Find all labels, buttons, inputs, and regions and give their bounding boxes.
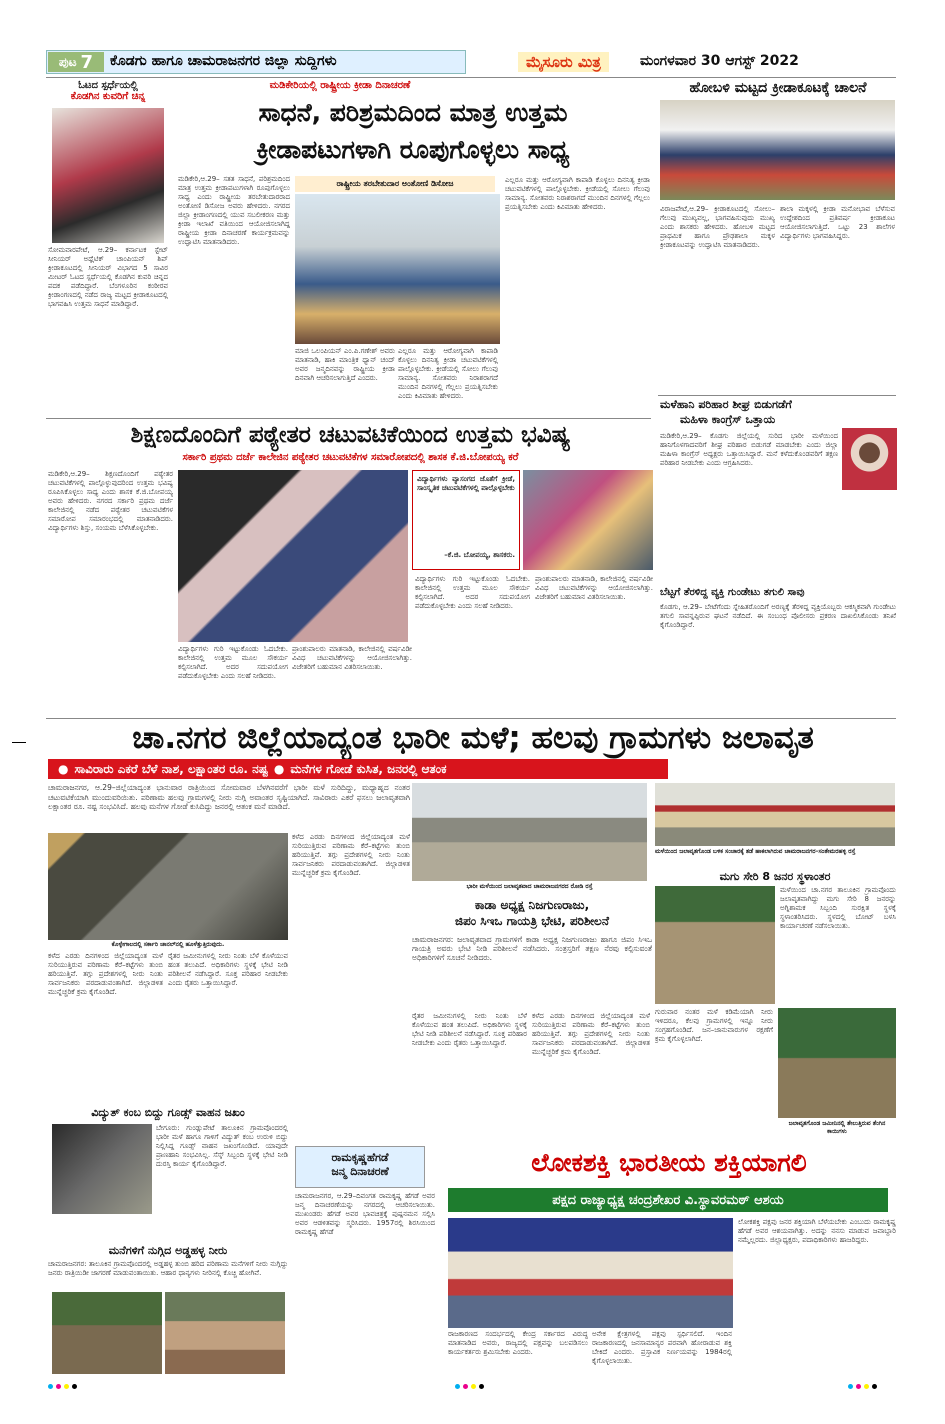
bullet-icon: ● [273,762,285,776]
rain-caption-1: ಕೊಳ್ಳೇಗಾಲದಲ್ಲಿ ಸರ್ಕಾರಿ ಚಾನಲ್‌ನಲ್ಲಿ ಹೂಳೆತ್ತುತ್ತಿರುವುದು. [111,941,225,948]
rain-bullets-bar [48,759,668,779]
education-quote-by: –ಕೆ.ಜಿ. ಬೋಪಯ್ಯ, ಶಾಸಕರು. [444,551,515,559]
story-athletics-title1: ಓಟದ ಸ್ಪರ್ಧೆಯಲ್ಲಿ [78,80,138,91]
hobli-body-1: ವಿರಾಜಪೇಟೆ,ಆ.29– ಕ್ರೀಡಾಕೂಟದಲ್ಲಿ ಸೋಲು–ಗೆಲುವು ಮುಖ್ಯವಲ್ಲ, ಭಾಗವಹಿಸುವುದು ಮುಖ್ಯ ಎಂದು ಶಾಸಕರು ಹೇಳಿದರು. ಹೋಬಳಿ ಮಟ್ಟದ ಪ್ರಾಥಮಿಕ ಹಾಗೂ ಪ್ರೌಢಶಾಲಾ ಮಕ್ಕಳ ಕ್ರೀಡಾಕೂಟವನ್ನು ಉದ್ಘಾಟಿಸಿ ಮಾತನಾಡಿದರು. [660,205,775,249]
lokashakti-headline: ಲೋಕಶಕ್ತಿ ಭಾರತೀಯ ಶಕ್ತಿಯಾಗಲಿ [531,1148,807,1177]
issue-date: ಮಂಗಳವಾರ 30 ಆಗಸ್ಟ್ 2022 [640,53,799,69]
accident-headline: ಬೆಟ್ಟಗೆ ತೆರಳಿದ್ದ ವ್ಯಕ್ತಿ ಗುಂಡೇಟು ತಗುಲಿ ಸಾವು [660,587,805,598]
lokashakti-subhead: ಪಕ್ಷದ ರಾಜ್ಯಾಧ್ಯಕ್ಷ ಚಂದ್ರಶೇಖರ ವಿ.ಸ್ಥಾವರಮಠ್ ಆಶಯ [448,1188,888,1212]
sports-body-3b: ಎಲ್ಲರೂ ಮತ್ತು ಆರೋಗ್ಯವಾಗಿ ಕಾಪಾಡಿ ಕೊಳ್ಳಲು ದಿನನಿತ್ಯ ಕ್ರೀಡಾ ಚಟುವಟಿಕೆಗಳಲ್ಲಿ ಪಾಲ್ಗೊಳ್ಳಬೇಕು. ಕ್ರೀಡೆಯಲ್ಲಿ ಸೋಲು ಗೆಲುವು ಸಾಮಾನ್ಯ. ಸೋತವರು ನಿರಾಶರಾಗದೆ ಮುಂದಿನ ದಿನಗಳಲ್ಲಿ ಗೆಲ್ಲಲು ಪ್ರಯತ್ನಿಸಬೇಕು ಎಂದು ಕಿವಿಮಾತು ಹೇಳಿದರು. [398,347,498,400]
education-group-photo [523,470,653,570]
electric-body: ಬೇಗೂರು: ಗುಂಡ್ಲುಪೇಟೆ ತಾಲೂಕಿನ ಗ್ರಾಮವೊಂದರಲ್ಲಿ ಭಾರೀ ಮಳೆ ಹಾಗೂ ಗಾಳಿಗೆ ವಿದ್ಯುತ್ ಕಂಬ ಉರುಳಿ ಬಿದ್ದು ನಿಲ್ಲಿಸಿದ್ದ ಗೂಡ್ಸ್ ವಾಹನ ಜಖಂಗೊಂಡಿದೆ. ಯಾವುದೇ ಪ್ರಾಣಹಾನಿ ಸಂಭವಿಸಿಲ್ಲ. ಸೆಸ್ಕ್ ಸಿಬ್ಬಂದಿ ಸ್ಥಳಕ್ಕೆ ಭೇಟಿ ನೀಡಿ ದುರಸ್ತಿ ಕಾರ್ಯ ಕೈಗೊಂಡಿದ್ದಾರೆ. [156,1124,288,1168]
rain-bullet-2: ಮನೆಗಳ ಗೋಡೆ ಕುಸಿತ, ಜನರಲ್ಲಿ ಆತಂಕ [290,761,447,776]
rescue-headline: ಮಗು ಸೇರಿ 8 ಜನರ ಸ್ಥಳಾಂತರ [719,870,831,883]
education-body-4: ವಿದ್ಯಾರ್ಥಿಗಳು ಗುರಿ ಇಟ್ಟುಕೊಂಡು ಓದಬೇಕು. ಕಾಲೇಜಿನಲ್ಲಿ ಉತ್ತಮ ಮೂಲ ಸೌಕರ್ಯ ಕಲ್ಪಿಸಲಾಗಿದೆ. ಅದರ ಸದುಪಯೋಗ ಪಡೆದುಕೊಳ್ಳಬೇಕು ಎಂದು ಸಲಹೆ ನೀಡಿದರು. [415,575,530,610]
hobli-headline: ಹೋಬಳಿ ಮಟ್ಟದ ಕ್ರೀಡಾಕೂಟಕ್ಕೆ ಚಾಲನೆ [689,80,867,96]
accident-body: ಕೊಡಗು, ಆ.29– ಬೇಟೆಗೆಂದು ಸ್ನೇಹಿತರೊಂದಿಗೆ ಅರಣ್ಯಕ್ಕೆ ತೆರಳಿದ್ದ ವ್ಯಕ್ತಿಯೊಬ್ಬರು ಆಕಸ್ಮಿಕವಾಗಿ ಗುಂಡೇಟು ತಗುಲಿ ಸಾವನ್ನಪ್ಪಿರುವ ಘಟನೆ ನಡೆದಿದೆ. ಈ ಸಂಬಂಧ ಪೊಲೀಸರು ಪ್ರಕರಣ ದಾಖಲಿಸಿಕೊಂಡು ತನಿಖೆ ಕೈಗೊಂಡಿದ್ದಾರೆ. [660,603,896,629]
kada-headline-2: ಜಿಪಂ ಸಿಇಒ ಗಾಯತ್ರಿ ಭೇಟಿ, ಪರಿಶೀಲನೆ [455,914,609,928]
education-body-2: ವಿದ್ಯಾರ್ಥಿಗಳು ಗುರಿ ಇಟ್ಟುಕೊಂಡು ಓದಬೇಕು. ಕಾಲೇಜಿನಲ್ಲಿ ಉತ್ತಮ ಮೂಲ ಸೌಕರ್ಯ ಕಲ್ಪಿಸಲಾಗಿದೆ. ಅದರ ಸದುಪಯೋಗ ಪಡೆದುಕೊಳ್ಳಬೇಕು ಎಂದು ಸಲಹೆ ನೀಡಿದರು. [178,645,288,680]
education-subhead: ಸರ್ಕಾರಿ ಪ್ರಥಮ ದರ್ಜೆ ಕಾಲೇಜಿನ ಪಠ್ಯೇತರ ಚಟುವಟಿಕೆಗಳ ಸಮಾರೋಪದಲ್ಲಿ ಶಾಸಕ ಕೆ.ಜಿ.ಬೋಪಯ್ಯ ಕರೆ [182,452,519,463]
homes-photo-1 [52,1292,162,1374]
rain-rule [46,718,896,719]
sports-headline-2: ಕ್ರೀಡಾಪಟುಗಳಾಗಿ ರೂಪುಗೊಳ್ಳಲು ಸಾಧ್ಯ [256,135,570,164]
rain-lead: ಚಾಮರಾಜನಗರ, ಆ.29–ಜಿಲ್ಲೆಯಾದ್ಯಂತ ಭಾನುವಾರ ರಾತ್ರಿಯಿಂದ ಸೋಮವಾರ ಬೆಳಗಿನವರೆಗೆ ಭಾರೀ ಮಳೆ ಸುರಿದಿದ್ದು, ಮಧ್ಯಾಹ್ನದ ನಂತರ ಚಟುವಟಿಕೆಯಾಗಿ ಮುಂದುವರಿಯಿತು. ಪರಿಣಾಮ ಹಲವು ಗ್ರಾಮಗಳಲ್ಲಿ ನೀರು ನುಗ್ಗಿ ಅವಾಂತರ ಸೃಷ್ಟಿಯಾಗಿದೆ. ಸಾವಿರಾರು ಎಕರೆ ಫಸಲು ಜಲಾವೃತವಾಗಿ ಲಕ್ಷಾಂತರ ರೂ. ನಷ್ಟ ಸಂಭವಿಸಿದೆ. ಹಲವು ಮನೆಗಳ ಗೋಡೆ ಕುಸಿದಿದ್ದು ಜನರಲ್ಲಿ ಆತಂಕ ಮನೆ ಮಾಡಿದೆ. [48,783,410,811]
rain-caption-2: ಭಾರೀ ಮಳೆಯಿಂದ ಜಲಾವೃತವಾದ ಚಾಮರಾಜನಗರದ ರೋಡಿ ರಸ್ತೆ [466,883,593,890]
rain-body-2: ರೈತರ ಜಮೀನುಗಳಲ್ಲಿ ನೀರು ನಿಂತು ಬೆಳೆ ಕೊಳೆಯುವ ಹಂತ ತಲುಪಿದೆ. ಅಧಿಕಾರಿಗಳು ಸ್ಥಳಕ್ಕೆ ಭೇಟಿ ನೀಡಿ ಪರಿಶೀಲನೆ ನಡೆಸಿದ್ದಾರೆ. ಸೂಕ್ತ ಪರಿಹಾರ ನೀಡಬೇಕು ಎಂದು ರೈತರು ಒತ್ತಾಯಿಸಿದ್ದಾರೆ. [168,952,288,987]
athlete-photo [52,108,164,243]
mahila-body: ಮಡಿಕೇರಿ,ಆ.29– ಕೊಡಗು ಜಿಲ್ಲೆಯಲ್ಲಿ ಸುರಿದ ಭಾರೀ ಮಳೆಯಿಂದ ಹಾನಿಗೊಳಗಾದವರಿಗೆ ಶೀಘ್ರ ಪರಿಹಾರ ಬಿಡುಗಡೆ ಮಾಡಬೇಕು ಎಂದು ಜಿಲ್ಲಾ ಮಹಿಳಾ ಕಾಂಗ್ರೆಸ್ ಅಧ್ಯಕ್ಷರು ಒತ್ತಾಯಿಸಿದ್ದಾರೆ. ಮನೆ ಕಳೆದುಕೊಂಡವರಿಗೆ ತಕ್ಷಣ ಪರಿಹಾರ ನೀಡಬೇಕು ಎಂದು ಆಗ್ರಹಿಸಿದರು. [660,432,838,467]
sports-body-1: ಮಡಿಕೇರಿ,ಆ.29– ಸತತ ಸಾಧನೆ, ಪರಿಶ್ರಮದಿಂದ ಮಾತ್ರ ಉತ್ತಮ ಕ್ರೀಡಾಪಟುಗಳಾಗಿ ರೂಪುಗೊಳ್ಳಲು ಸಾಧ್ಯ ಎಂದು ರಾಷ್ಟ್ರೀಯ ತರಬೇತುದಾರರಾದ ಅಂತೋಣಿ ಡಿಸೋಜ ಅವರು ಹೇಳಿದರು. ನಗರದ ಜಿಲ್ಲಾ ಕ್ರೀಡಾಂಗಣದಲ್ಲಿ ಯುವ ಸಬಲೀಕರಣ ಮತ್ತು ಕ್ರೀಡಾ ಇಲಾಖೆ ವತಿಯಿಂದ ಆಯೋಜಿಸಲಾಗಿದ್ದ ರಾಷ್ಟ್ರೀಯ ಕ್ರೀಡಾ ದಿನಾಚರಣೆ ಕಾರ್ಯಕ್ರಮವನ್ನು ಉದ್ಘಾಟಿಸಿ ಮಾತನಾಡಿದರು. [178,175,290,246]
rain-headline: ಚಾ.ನಗರ ಜಿಲ್ಲೆಯಾದ್ಯಂತ ಭಾರೀ ಮಳೆ; ಹಲವು ಗ್ರಾಮಗಳು ಜಲಾವೃತ [132,720,814,756]
kada-body: ಚಾಮರಾಜನಗರ: ಜಲಾವೃತವಾದ ಗ್ರಾಮಗಳಿಗೆ ಕಾಡಾ ಅಧ್ಯಕ್ಷ ನಿಜಗುಣರಾಜು ಹಾಗೂ ಜಿಪಂ ಸಿಇಒ ಗಾಯತ್ರಿ ಅವರು ಭೇಟಿ ನೀಡಿ ಪರಿಶೀಲನೆ ನಡೆಸಿದರು. ಸಂತ್ರಸ್ತರಿಗೆ ತಕ್ಷಣ ನೆರವು ಕಲ್ಪಿಸುವಂತೆ ಅಧಿಕಾರಿಗಳಿಗೆ ಸೂಚನೆ ನೀಡಿದರು. [412,935,652,962]
rain-bullet-1: ಸಾವಿರಾರು ಎಕರೆ ಬೆಳೆ ನಾಶ, ಲಕ್ಷಾಂತರ ರೂ. ನಷ್ಟ [74,761,268,776]
section-title: ಕೊಡಗು ಹಾಗೂ ಚಾಮರಾಜನಗರ ಜಿಲ್ಲಾ ಸುದ್ದಿಗಳು [110,53,337,69]
crop-mark [12,742,26,743]
story-athletics-title2: ಕೊಡಗಿನ ಕುವರಿಗೆ ಚಿನ್ನ [70,91,146,102]
ramakrishna-headline-2: ಜನ್ಮ ದಿನಾಚರಣೆ [331,1165,389,1178]
header-rule [46,77,896,78]
page-number: 7 [80,51,94,73]
education-quote: ವಿದ್ಯಾರ್ಥಿಗಳು ವ್ಯಾಸಂಗದ ಜೊತೆಗೆ ಕ್ರೀಡೆ, ಸಾಂಸ್ಕೃತಿಕ ಚಟುವಟಿಕೆಗಳಲ್ಲಿ ಪಾಲ್ಗೊಳ್ಳಬೇಕು [417,475,515,492]
homes-body: ಚಾಮರಾಜನಗರ: ತಾಲೂಕಿನ ಗ್ರಾಮವೊಂದರಲ್ಲಿ ಅಡ್ಡಹಳ್ಳ ತುಂಬಿ ಹರಿದ ಪರಿಣಾಮ ಮನೆಗಳಿಗೆ ನೀರು ನುಗ್ಗಿದ್ದು ಜನರು ರಾತ್ರಿಯಿಡೀ ಜಾಗರಣೆ ಮಾಡುವಂತಾಯಿತು. ಆಹಾರ ಧಾನ್ಯಗಳು ನೀರಿನಲ್ಲಿ ಕೊಚ್ಚಿ ಹೋಗಿವೆ. [48,1260,288,1277]
color-registration-center [455,1384,484,1389]
ramakrishna-box [295,1146,425,1188]
color-registration-right [848,1384,877,1389]
rescue-body-2: ಗುರುವಾರ ನಂತರ ಮಳೆ ಕಡಿಮೆಯಾಗಿ ನೀರು ಇಳಿದರೂ, ಕೆಲವು ಗ್ರಾಮಗಳಲ್ಲಿ ಇನ್ನೂ ನೀರು ಸಂಗ್ರಹಗೊಂಡಿದೆ. ಜನ–ಜಾನುವಾರುಗಳ ರಕ್ಷಣೆಗೆ ಕ್ರಮ ಕೈಗೊಳ್ಳಲಾಗಿದೆ. [655,1008,773,1043]
mahila-title-1: ಮಳೆಹಾನಿ ಪರಿಹಾರ ಶೀಘ್ರ ಬಿಡುಗಡೆಗೆ [660,398,792,411]
mahila-rule [658,395,896,396]
sports-body-2: ಎಲ್ಲರೂ ಮತ್ತು ಆರೋಗ್ಯವಾಗಿ ಕಾಪಾಡಿ ಕೊಳ್ಳಲು ದಿನನಿತ್ಯ ಕ್ರೀಡಾ ಚಟುವಟಿಕೆಗಳಲ್ಲಿ ಪಾಲ್ಗೊಳ್ಳಬೇಕು. ಕ್ರೀಡೆಯಲ್ಲಿ ಸೋಲು ಗೆಲುವು ಸಾಮಾನ್ಯ. ಸೋತವರು ನಿರಾಶರಾಗದೆ ಮುಂದಿನ ದಿನಗಳಲ್ಲಿ ಗೆಲ್ಲಲು ಪ್ರಯತ್ನಿಸಬೇಕು ಎಂದು ಕಿವಿಮಾತು ಹೇಳಿದರು. [505,176,650,211]
education-event-photo [178,470,408,642]
education-headline: ಶಿಕ್ಷಣದೊಂದಿಗೆ ಪಠ್ಯೇತರ ಚಟುವಟಿಕೆಯಿಂದ ಉತ್ತಮ ಭವಿಷ್ಯ [130,422,571,448]
page-label: ಪುಟ [58,54,77,69]
bullet-icon: ● [58,762,69,776]
sports-headline-1: ಸಾಧನೆ, ಪರಿಶ್ರಮದಿಂದ ಮಾತ್ರ ಉತ್ತಮ [258,98,568,127]
sports-body-3: ಮಾಜಿ ಒಲಂಪಿಯನ್ ಎಂ.ಪಿ.ಗಣೇಶ್ ಅವರು ಮಾತನಾಡಿ, ಹಾಕಿ ಮಾಂತ್ರಿಕ ಧ್ಯಾನ್ ಚಂದ್ ಅವರ ಜನ್ಮದಿನವನ್ನು ರಾಷ್ಟ್ರೀಯ ಕ್ರೀಡಾ ದಿನವಾಗಿ ಆಚರಿಸಲಾಗುತ್ತಿದೆ ಎಂದರು. [295,347,395,382]
education-rule [46,418,651,419]
education-body-5: ಪ್ರಾಂಶುಪಾಲರು ಮಾತನಾಡಿ, ಕಾಲೇಜಿನಲ್ಲಿ ವರ್ಷವಿಡೀ ವಿವಿಧ ಚಟುವಟಿಕೆಗಳನ್ನು ಆಯೋಜಿಸಲಾಗಿತ್ತು. ವಿಜೇತರಿಗೆ ಬಹುಮಾನ ವಿತರಿಸಲಾಯಿತು. [535,575,653,601]
rescue-caption: ಜಲಾವೃತಗೊಂಡ ಜಮೀನಿನಲ್ಲಿ ತೇಲುತ್ತಿರುವ ತೆಂಗಿನ ಕಾಯಿಗಳು [788,1120,886,1135]
rain-photo-drain [48,833,288,940]
mahila-title-2: ಮಹಿಳಾ ಕಾಂಗ್ರೆಸ್ ಒತ್ತಾಯ [680,413,776,426]
rescue-body: ಮಳೆಯಿಂದ ಚಾ.ನಗರ ತಾಲೂಕಿನ ಗ್ರಾಮವೊಂದು ಜಲಾವೃತವಾಗಿದ್ದು ಮಗು ಸೇರಿ 8 ಜನರನ್ನು ಅಗ್ನಿಶಾಮಕ ಸಿಬ್ಬಂದಿ ಸುರಕ್ಷಿತ ಸ್ಥಳಕ್ಕೆ ಸ್ಥಳಾಂತರಿಸಿದರು. ಸ್ಥಳದಲ್ಲಿ ಬೋಟ್ ಬಳಸಿ ಕಾರ್ಯಾಚರಣೆ ನಡೆಸಲಾಯಿತು. [780,886,896,930]
coconut-photo [778,1008,896,1118]
page-number-tag [48,52,104,72]
ramakrishna-body: ಚಾಮರಾಜನಗರ, ಆ.29–ದಿವಂಗತ ರಾಮಕೃಷ್ಣ ಹೆಗಡೆ ಅವರ ಜನ್ಮ ದಿನಾಚರಣೆಯನ್ನು ನಗರದಲ್ಲಿ ಆಚರಿಸಲಾಯಿತು. ಮುಖಂಡರು ಹೆಗಡೆ ಅವರ ಭಾವಚಿತ್ರಕ್ಕೆ ಪುಷ್ಪನಮನ ಸಲ್ಲಿಸಿ ಅವರ ಆಡಳಿತವನ್ನು ಸ್ಮರಿಸಿದರು. 1957ರಲ್ಲಿ ಶಿರಸಿಯಿಂದ ರಾಮಕೃಷ್ಣ ಹೆಗಡೆ [295,1192,435,1236]
electric-headline: ವಿದ್ಯುತ್ ಕಂಬ ಬಿದ್ದು ಗೂಡ್ಸ್ ವಾಹನ ಜಖಂ [91,1106,245,1119]
newspaper-brand: ಮೈಸೂರು ಮಿತ್ರ [518,52,609,72]
story-athletics-body: ಸೋಮವಾರಪೇಟೆ, ಆ.29– ಕರ್ನಾಟಕ ಸ್ಟೇಟ್ ಸೀನಿಯರ್ ಅಥ್ಲೆಟಿಕ್ ಚಾಂಪಿಯನ್ ಶಿಪ್ ಕ್ರೀಡಾಕೂಟದಲ್ಲಿ ಸೀನಿಯರ್ ವಿಭಾಗದ 5 ಸಾವಿರ ಮೀಟರ್ ಓಟದ ಸ್ಪರ್ಧೆಯಲ್ಲಿ ಕೊಡಗಿನ ಕುವರಿ ಚಿನ್ನದ ಪದಕ ಪಡೆದಿದ್ದಾರೆ. ಬೆಂಗಳೂರಿನ ಕಂಠೀರವ ಕ್ರೀಡಾಂಗಣದಲ್ಲಿ ನಡೆದ ರಾಜ್ಯ ಮಟ್ಟದ ಕ್ರೀಡಾಕೂಟದಲ್ಲಿ ಭಾಗವಹಿಸಿ ಉತ್ತಮ ಸಾಧನೆ ಮಾಡಿದ್ದಾರೆ. [48,246,168,308]
kada-body-2: ರೈತರ ಜಮೀನುಗಳಲ್ಲಿ ನೀರು ನಿಂತು ಬೆಳೆ ಕೊಳೆಯುವ ಹಂತ ತಲುಪಿದೆ. ಅಧಿಕಾರಿಗಳು ಸ್ಥಳಕ್ಕೆ ಭೇಟಿ ನೀಡಿ ಪರಿಶೀಲನೆ ನಡೆಸಿದ್ದಾರೆ. ಸೂಕ್ತ ಪರಿಹಾರ ನೀಡಬೇಕು ಎಂದು ರೈತರು ಒತ್ತಾಯಿಸಿದ್ದಾರೆ. [412,1012,527,1047]
rescue-photo [655,886,775,1004]
homes-photo-2 [165,1292,285,1374]
lokashakti-photo [448,1218,733,1328]
ramakrishna-headline-1: ರಾಮಕೃಷ್ಣಹೆಗಡೆ [331,1151,389,1164]
sports-kicker: ಮಡಿಕೇರಿಯಲ್ಲಿ ರಾಷ್ಟ್ರೀಯ ಕ್ರೀಡಾ ದಿನಾಚರಣೆ [200,80,480,96]
mahila-leader-photo [842,428,897,490]
rain-body-3: ಕಳೆದ ಎರಡು ದಿನಗಳಿಂದ ಜಿಲ್ಲೆಯಾದ್ಯಂತ ಮಳೆ ಸುರಿಯುತ್ತಿರುವ ಪರಿಣಾಮ ಕೆರೆ–ಕಟ್ಟೆಗಳು ತುಂಬಿ ಹರಿಯುತ್ತಿವೆ. ತಗ್ಗು ಪ್ರದೇಶಗಳಲ್ಲಿ ನೀರು ನಿಂತು ಸಾರ್ವಜನಿಕರು ಪರದಾಡುವಂತಾಗಿದೆ. ಜಿಲ್ಲಾಡಳಿತ ಮುನ್ನೆಚ್ಚರಿಕೆ ಕ್ರಮ ಕೈಗೊಂಡಿದೆ. [292,833,410,877]
hobli-photo [660,100,895,200]
story-athletics [48,80,168,102]
sports-event-photo [295,194,500,344]
lokashakti-body-1: ರಾಜಕಾರಣದ ಸಂದರ್ಭದಲ್ಲಿ ಕೇಂದ್ರ ಸರ್ಕಾರದ ವಿರುದ್ಧ ಮಾತನಾಡಿದ ಅವರು, ರಾಜ್ಯದಲ್ಲಿ ಪಕ್ಷವನ್ನು ಬಲಪಡಿಸಲು ಕಾರ್ಯಕರ್ತರು ಶ್ರಮಿಸಬೇಕು ಎಂದರು. [448,1330,588,1356]
rain-photo-barricade [655,783,895,846]
education-body-1: ಮಡಿಕೇರಿ,ಆ.29– ಶಿಕ್ಷಣದೊಂದಿಗೆ ಪಠ್ಯೇತರ ಚಟುವಟಿಕೆಗಳಲ್ಲಿ ಪಾಲ್ಗೊಳ್ಳುವುದರಿಂದ ಉತ್ತಮ ಭವಿಷ್ಯ ರೂಪಿಸಿಕೊಳ್ಳಲು ಸಾಧ್ಯ ಎಂದು ಶಾಸಕ ಕೆ.ಜಿ.ಬೋಪಯ್ಯ ಅವರು ಹೇಳಿದರು. ನಗರದ ಸರ್ಕಾರಿ ಪ್ರಥಮ ದರ್ಜೆ ಕಾಲೇಜಿನಲ್ಲಿ ನಡೆದ ಪಠ್ಯೇತರ ಚಟುವಟಿಕೆಗಳ ಸಮಾರೋಪ ಸಮಾರಂಭದಲ್ಲಿ ಮಾತನಾಡಿದರು. ವಿದ್ಯಾರ್ಥಿಗಳು ಶಿಸ್ತು, ಸಂಯಮ ಬೆಳೆಸಿಕೊಳ್ಳಬೇಕು. [48,470,173,532]
kada-headline-1: ಕಾಡಾ ಅಧ್ಯಕ್ಷ ನಿಜಗುಣರಾಜು, [474,898,590,912]
homes-headline: ಮನೆಗಳಿಗೆ ನುಗ್ಗಿದ ಅಡ್ಡಹಳ್ಳ ನೀರು [108,1244,228,1257]
rain-caption-3: ಮಳೆಯಿಂದ ಜಲಾವೃತಗೊಂಡ ಬಳಿಕ ಸಂಚಾರಕ್ಕೆ ತಡೆ ಹಾಕಲಾಗಿರುವ ಚಾಮರಾಜನಗರ–ಸಂತೇಮರಹಳ್ಳಿ ರಸ್ತೆ [655,848,856,855]
kada-body-3: ಕಳೆದ ಎರಡು ದಿನಗಳಿಂದ ಜಿಲ್ಲೆಯಾದ್ಯಂತ ಮಳೆ ಸುರಿಯುತ್ತಿರುವ ಪರಿಣಾಮ ಕೆರೆ–ಕಟ್ಟೆಗಳು ತುಂಬಿ ಹರಿಯುತ್ತಿವೆ. ತಗ್ಗು ಪ್ರದೇಶಗಳಲ್ಲಿ ನೀರು ನಿಂತು ಸಾರ್ವಜನಿಕರು ಪರದಾಡುವಂತಾಗಿದೆ. ಜಿಲ್ಲಾಡಳಿತ ಮುನ್ನೆಚ್ಚರಿಕೆ ಕ್ರಮ ಕೈಗೊಂಡಿದೆ. [532,1012,650,1056]
color-registration-left [48,1384,77,1389]
education-quote-box [412,470,520,570]
lokashakti-body-3: ಲೋಕಶಕ್ತಿ ಪಕ್ಷವು ಜನರ ಶಕ್ತಿಯಾಗಿ ಬೆಳೆಯಬೇಕು ಎಂಬುದು ರಾಮಕೃಷ್ಣ ಹೆಗಡೆ ಅವರ ಆಶಯವಾಗಿತ್ತು. ಅದನ್ನು ನನಸು ಮಾಡುವ ಜವಾಬ್ದಾರಿ ನಮ್ಮೆಲ್ಲರದು. ಜಿಲ್ಲಾಧ್ಯಕ್ಷರು, ಪದಾಧಿಕಾರಿಗಳು ಹಾಜರಿದ್ದರು. [738,1218,896,1244]
sports-photo-caption: ರಾಷ್ಟ್ರೀಯ ತರಬೇತುದಾರ ಅಂತೋಣಿ ಡಿಸೋಜ [295,176,495,192]
rain-photo-road [412,783,647,881]
electric-photo [52,1124,152,1214]
lokashakti-body-2: ಅನೇಕ ಕ್ಷೇತ್ರಗಳಲ್ಲಿ ಪಕ್ಷವು ಸ್ಪರ್ಧಿಸಲಿದೆ. ಇಂದಿನ ರಾಜಕಾರಣದಲ್ಲಿ ಜನಸಾಮಾನ್ಯರ ಪರವಾಗಿ ಹೋರಾಡುವ ಶಕ್ತಿ ಬೇಕಿದೆ ಎಂದರು. ಪ್ರಸ್ತಾವಿಕ ನಿರ್ಣಯವನ್ನು 1984ರಲ್ಲಿ ಕೈಗೊಳ್ಳಲಾಯಿತು. [592,1330,732,1365]
rain-body-1: ಕಳೆದ ಎರಡು ದಿನಗಳಿಂದ ಜಿಲ್ಲೆಯಾದ್ಯಂತ ಮಳೆ ಸುರಿಯುತ್ತಿರುವ ಪರಿಣಾಮ ಕೆರೆ–ಕಟ್ಟೆಗಳು ತುಂಬಿ ಹರಿಯುತ್ತಿವೆ. ತಗ್ಗು ಪ್ರದೇಶಗಳಲ್ಲಿ ನೀರು ನಿಂತು ಸಾರ್ವಜನಿಕರು ಪರದಾಡುವಂತಾಗಿದೆ. ಜಿಲ್ಲಾಡಳಿತ ಮುನ್ನೆಚ್ಚರಿಕೆ ಕ್ರಮ ಕೈಗೊಂಡಿದೆ. [48,952,163,996]
hobli-body-2: ಶಾಲಾ ಮಕ್ಕಳಲ್ಲಿ ಕ್ರೀಡಾ ಮನೋಭಾವ ಬೆಳೆಸುವ ಉದ್ದೇಶದಿಂದ ಪ್ರತಿವರ್ಷ ಕ್ರೀಡಾಕೂಟ ಆಯೋಜಿಸಲಾಗುತ್ತಿದೆ. ಒಟ್ಟು 23 ಶಾಲೆಗಳ ವಿದ್ಯಾರ್ಥಿಗಳು ಭಾಗವಹಿಸಿದ್ದರು. [780,205,895,240]
education-body-3: ಪ್ರಾಂಶುಪಾಲರು ಮಾತನಾಡಿ, ಕಾಲೇಜಿನಲ್ಲಿ ವರ್ಷವಿಡೀ ವಿವಿಧ ಚಟುವಟಿಕೆಗಳನ್ನು ಆಯೋಜಿಸಲಾಗಿತ್ತು. ವಿಜೇತರಿಗೆ ಬಹುಮಾನ ವಿತರಿಸಲಾಯಿತು. [292,645,412,671]
